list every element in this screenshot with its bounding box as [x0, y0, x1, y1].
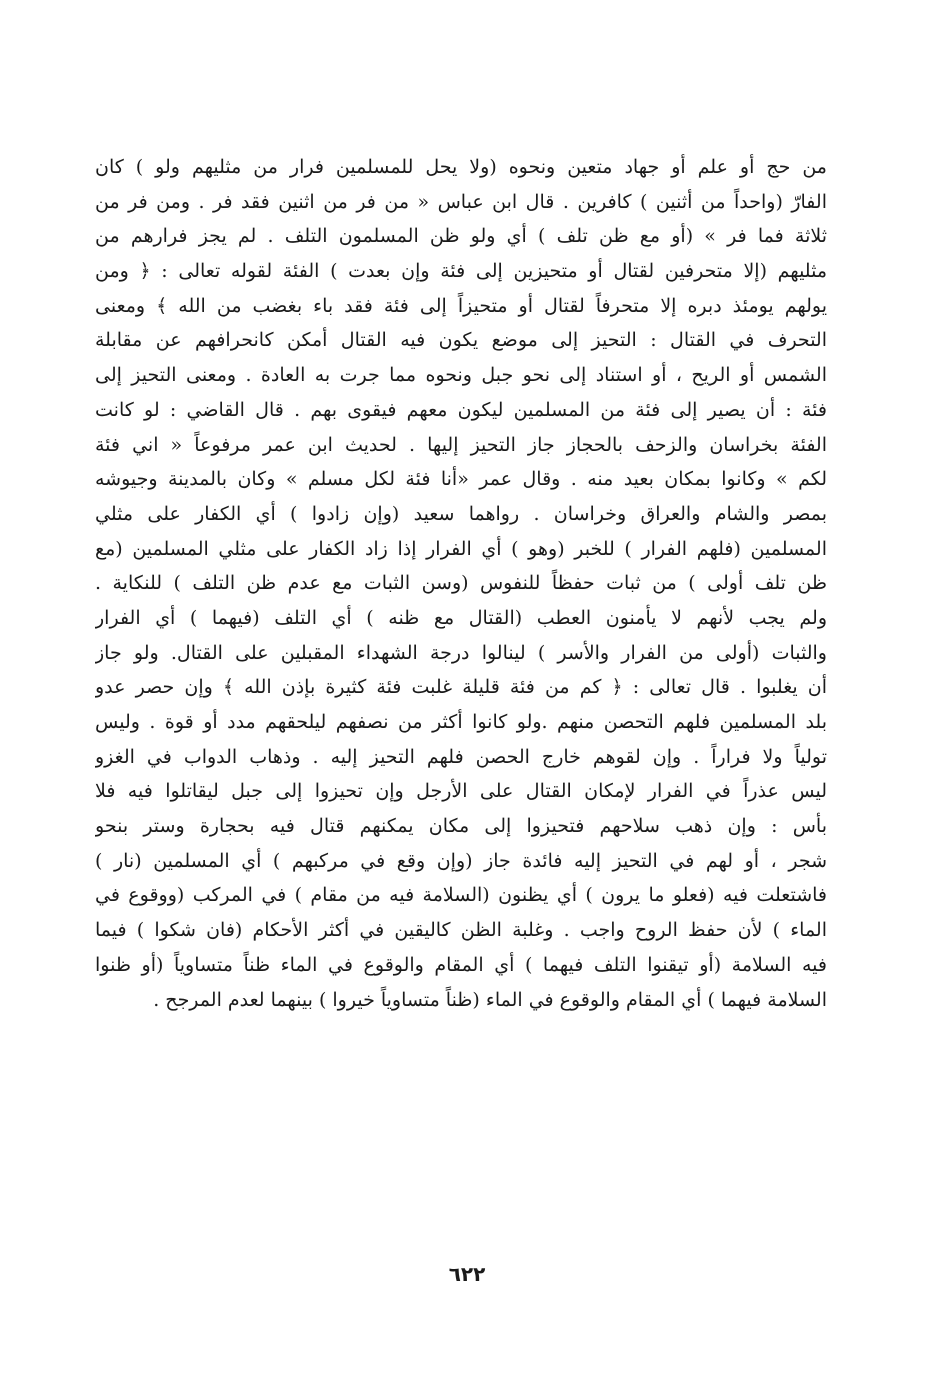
- text-line: فئة : أن يصير إلى فئة من المسلمين ليكون معهم فيقوى بهم . قال القاضي : لو كانت: [95, 398, 827, 421]
- text-line: أن يغلبوا . قال تعالى : ﴿ كم من فئة قليلة غلبت فئة كثيرة بإذن الله ﴾ وإن حصر عدو: [95, 676, 827, 699]
- text-line: ثلاثة فما فر » (أو مع ظن تلف ) أي ولو ظن المسلمون التلف . لم يجز فرارهم من: [95, 225, 827, 248]
- text-line: الفئة بخراسان والزحف بالحجاز جاز التحيز إليها . لحديث ابن عمر مرفوعاً « اني فئة: [95, 433, 827, 456]
- text-line: ظن تلف أولى ) من ثبات حفظاً للنفوس (وسن الثبات مع عدم ظن التلف ) للنكاية .: [95, 572, 827, 595]
- text-line: فيه السلامة (أو تيقنوا التلف فيهما ) أي المقام والوقوع في الماء ظناً متساوياً (أو ظنوا: [95, 953, 827, 976]
- text-line: شجر ، أو لهم في التحيز إليه فائدة جاز (وإن وقع في مركبهم ) أي المسلمين (نار ): [95, 849, 827, 872]
- text-line: ولم يجب لأنهم لا يأمنون العطب (القتال مع ظنه ) أي التلف (فيهما ) أي الفرار: [95, 606, 827, 629]
- text-line: الشمس أو الريح ، أو استناد إلى نحو جبل ونحوه مما جرت به العادة . ومعنى التحيز إلى: [95, 364, 827, 387]
- text-line: الفارّ (واحداً من أثنين ) كافرين . قال ابن عباس « من فر من اثنين فقد فر . ومن فر من: [95, 190, 827, 213]
- text-line: فاشتعلت فيه (فعلو ما يرون ) أي يظنون (السلامة فيه من مقام ) في المركب (ووقوع في: [95, 884, 827, 907]
- page-number: ٦٢٢: [448, 1262, 486, 1286]
- text-line: بمصر والشام والعراق وخراسان . رواهما سعيد (وإن زادوا ) أي الكفار على مثلي: [95, 502, 827, 525]
- text-line: التحرف في القتال : التحيز إلى موضع يكون فيه القتال أمكن كانحرافهم عن مقابلة: [95, 329, 827, 352]
- text-line: لكم » وكانوا بمكان بعيد منه . وقال عمر «أنا فئة لكل مسلم » وكان بالمدينة وجيوشه: [95, 468, 827, 491]
- text-line: مثليهم (إلا متحرفين لقتال أو متحيزين إلى فئة وإن بعدت ) الفئة لقوله تعالى : ﴿ ومن: [95, 260, 827, 283]
- text-line: ليس عذراً في الفرار لإمكان القتال على الأرجل وإن تحيزوا إلى جبل ليقاتلوا فيه فلا: [95, 780, 827, 803]
- text-line: الماء ) لأن حفظ الروح واجب . وغلبة الظن كاليقين في أكثر الأحكام (فان شكوا ) فيما: [95, 919, 827, 942]
- text-line: من حج أو علم أو جهاد متعين ونحوه (ولا يحل للمسلمين فرار من مثليهم ولو ) كان: [95, 156, 827, 178]
- text-line: بأس : وإن ذهب سلاحهم فتحيزوا إلى مكان يمكنهم قتال فيه بحجارة وستر بنحو: [95, 815, 827, 838]
- text-line: بلد المسلمين فلهم التحصن منهم .ولو كانوا أكثر من نصفهم ليلحقهم مدد أو قوة . وليس: [95, 711, 827, 733]
- text-line: والثبات (أولى من الفرار والأسر ) لينالوا درجة الشهداء المقبلين على القتال. ولو جاز: [95, 641, 827, 664]
- text-line: تولياً ولا فراراً . وإن لقوهم خارج الحصن فلهم التحيز إليه . وذهاب الدواب في الغزو: [95, 745, 827, 768]
- text-line: يولهم يومئذ دبره إلا متحرفاً لقتال أو متحيزاً إلى فئة فقد باء بغضب من الله ﴾ ومعنى: [95, 294, 827, 317]
- text-line: المسلمين (فلهم الفرار ) للخبر (وهو ) أي الفرار إذا زاد الكفار على مثلي المسلمين (مع: [95, 537, 827, 560]
- body-text: [95, 150, 827, 1017]
- text-line: السلامة فيهما ) أي المقام والوقوع في الماء (ظناً متساوياً خيروا ) بينهما لعدم المرجح .: [153, 988, 827, 1011]
